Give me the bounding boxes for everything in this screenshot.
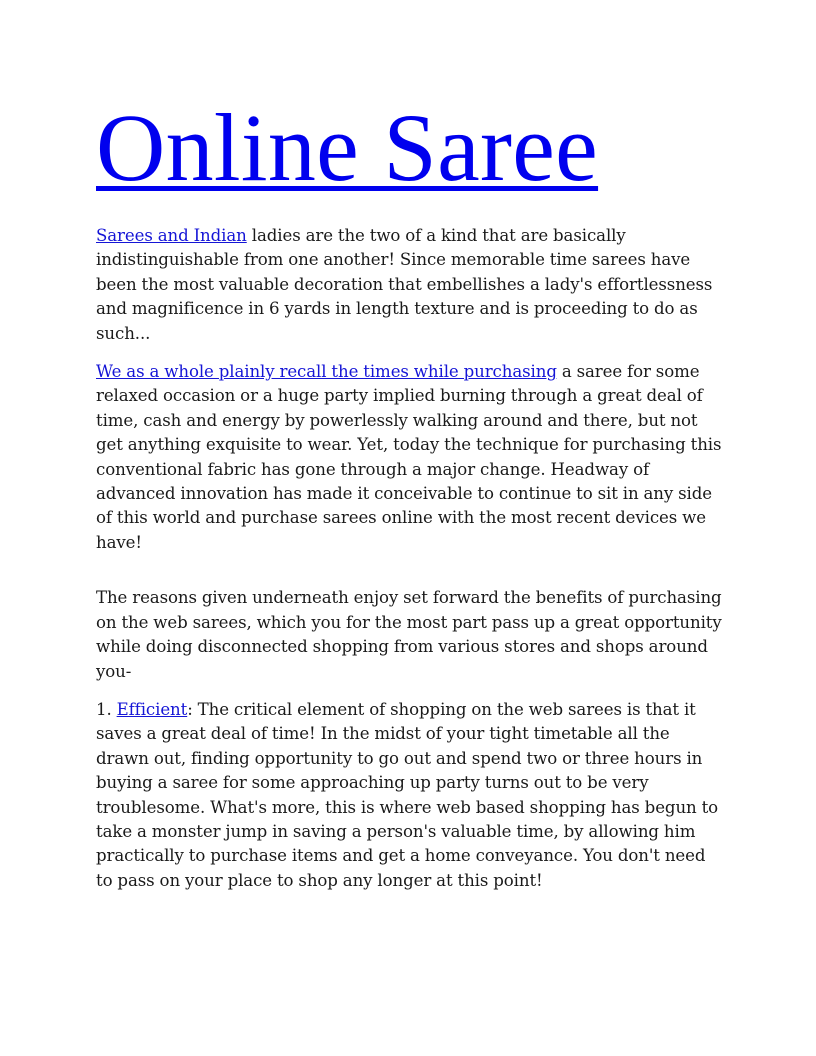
paragraph-purchasing-text: a saree for some relaxed occasion or a huge party implied burning through a great deal of time, cash and energy by powerlessly walking around and there, but not get anything exquisite to wear. Yet, today the technique for purchasing this conventional fabric has gone through a major change. Headway of advanced innovation has made it conceivable to continue to sit in any side of this world and purchase sarees online with the most recent devices we have! <box>96 362 722 552</box>
paragraph-efficient <box>96 698 726 893</box>
page-title <box>96 0 726 204</box>
paragraph-intro-text: ladies are the two of a kind that are basically indistinguishable from one another! Since memorable time sarees have been the most valuable decoration that embellishes a lady's effortlessness and magnificence in 6 yards in length texture and is proceeding to do as such... <box>96 226 713 343</box>
title-link[interactable]: Online Saree <box>96 94 599 201</box>
sarees-and-indian-link[interactable]: Sarees and Indian <box>96 226 247 245</box>
paragraph-reasons-text: The reasons given underneath enjoy set forward the benefits of purchasing on the web sarees, which you for the most part pass up a great opportunity while doing disconnected shopping from various stores and shops around you- <box>96 588 722 681</box>
paragraph-efficient-text: : The critical element of shopping on the web sarees is that it saves a great deal of time! In the midst of your tight timetable all the drawn out, finding opportunity to go out and spend two or three hours in buying a saree for some approaching up party turns out to be very troublesome. What's more, this is where web based shopping has begun to take a monster jump in saving a person's valuable time, by allowing him practically to purchase items and get a home conveyance. You don't need to pass on your place to shop any longer at this point! <box>96 699 719 890</box>
paragraph-intro <box>96 224 726 346</box>
efficient-link[interactable]: Efficient <box>116 699 188 719</box>
paragraph-reasons <box>96 586 726 684</box>
purchasing-link[interactable]: We as a whole plainly recall the times while purchasing <box>96 362 557 382</box>
document-page <box>96 0 726 893</box>
list-number: 1. <box>96 699 117 719</box>
paragraph-purchasing <box>96 360 726 555</box>
